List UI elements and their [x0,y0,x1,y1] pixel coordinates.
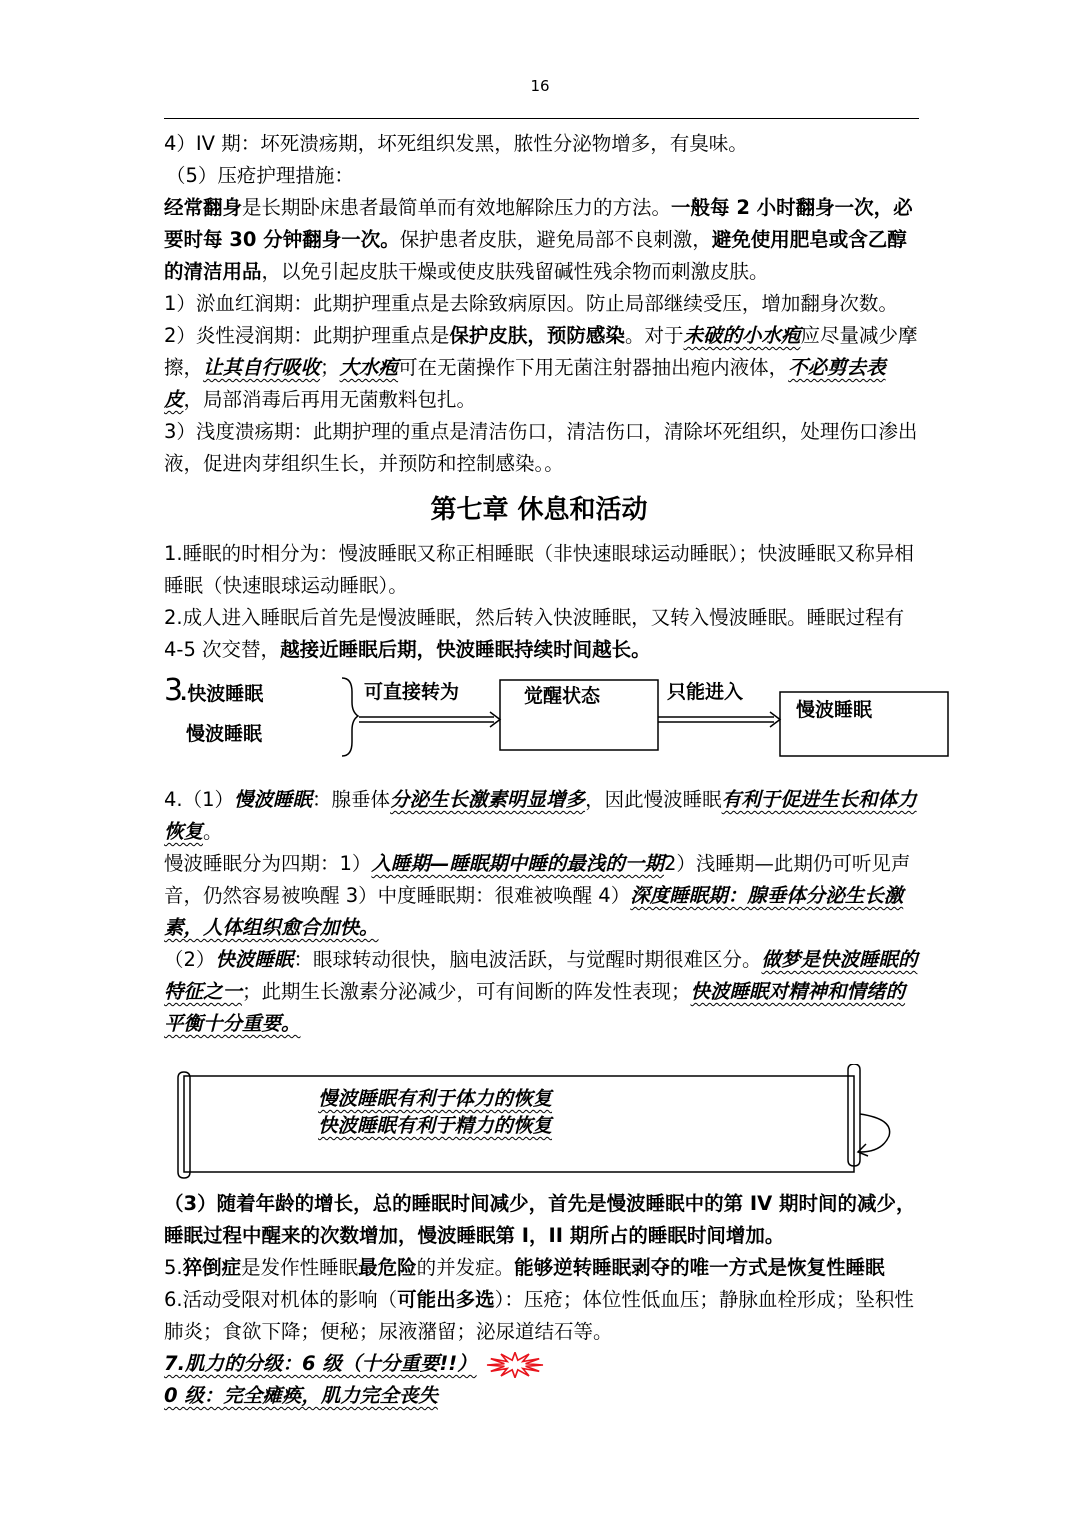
text: ）：压疮；体位性低血压；静脉血栓形成；坠积性肺炎；食欲下降；便秘；尿液潴留；泌尿道结石等。 [164,1288,914,1343]
header-rule [164,118,919,119]
text-bold: 保护皮肤，预防感染 [449,324,625,347]
paragraph-age-sleep [164,1188,924,1252]
paragraph-sleep-phases: 1.睡眠的时相分为：慢波睡眠又称正相睡眠（非快速眼球运动睡眠）；快波睡眠又称异相睡眠（快速眼球运动睡眠）。 [164,542,914,597]
paragraph-stage-2 [164,320,924,416]
text: ：眼球转动很快，脑电波活跃，与觉醒时期很难区分。 [293,948,762,971]
text-emphasis: 分泌生长激素明显增多 [390,788,586,811]
text: ：腺垂体 [312,788,391,811]
text: 慢波睡眠分为四期：1） [164,852,372,875]
text-emphasis: 不必剪去表皮 [164,356,886,411]
text-bold: 可能出多选 [397,1288,495,1311]
text: 。 [203,820,223,843]
paragraph-immobility [164,1284,924,1348]
text: 应尽量减少摩擦， [164,324,918,379]
text-emphasis: 慢波睡眠 [234,788,313,811]
paragraph-stage-3: 3）浅度溃疡期：此期护理的重点是清洁伤口，清洁伤口，清除坏死组织，处理伤口渗出液，促进肉芽组织生长，并预防和控制感染。。 [164,420,918,475]
sleep-transition-diagram [164,672,924,784]
text-bold: 能够逆转睡眠剥夺的唯一方式是恢复性睡眠 [514,1256,885,1279]
scroll-line-1: 慢波睡眠有利于体力的恢复 [318,1087,553,1110]
text: 6.活动受限对机体的影响（ [164,1288,398,1311]
text-emphasis: 快波睡眠 [215,948,294,971]
starburst-icon [485,1352,545,1378]
diagram-arrow2-label: 只能进入 [667,681,744,703]
text: 2）浅睡期—此期仍可听见声音，仍然容易被唤醒 3）中度睡眠期：很难被唤醒 4） [164,852,911,907]
text: 2.成人进入睡眠后首先是慢波睡眠，然后转入快波睡眠，又转入慢波睡眠。睡眠过程有 4-5 次交替， [164,606,905,661]
text: 是长期卧床患者最简单而有效地解除压力的方法。 [242,196,672,219]
chapter-title: 第七章 休息和活动 [430,495,648,525]
text: 可在无菌操作下用无菌注射器抽出疱内液体， [398,356,789,379]
text-emphasis: 大水疱 [339,356,399,379]
text-bold: 避免使用肥皂或含乙醇的清洁用品 [164,228,907,283]
paragraph-sleep-cycle [164,602,924,666]
page-number: 16 [530,77,550,95]
text: 是发作性睡眠 [241,1256,359,1279]
paragraph-stage-iv: 4）IV 期：坏死溃疡期，坏死组织发黑，脓性分泌物增多，有臭味。 [164,132,748,155]
text-bold: 越接近睡眠后期，快波睡眠持续时间越长。 [280,638,651,661]
scroll-line-2: 快波睡眠有利于精力的恢复 [318,1114,553,1137]
text-emphasis: 0 级：完全瘫痪，肌力完全丧失 [164,1384,438,1407]
text: （2） [164,948,216,971]
text: ； [320,356,340,379]
paragraph-slow-wave [164,784,924,848]
text: ；此期生长激素分泌减少，可有间断的阵发性表现； [242,980,691,1003]
text: 的并发症。 [416,1256,515,1279]
text: 2）炎性浸润期：此期护理重点是 [164,324,450,347]
paragraph-turning [164,192,924,288]
paragraph-muscle-grade [164,1348,924,1380]
paragraph-stage-1: 1）淤血红润期：此期护理重点是去除致病原因。防止局部继续受压，增加翻身次数。 [164,292,898,315]
paragraph-fast-wave [164,944,924,1040]
text: 4.（1） [164,788,235,811]
text: ，因此慢波睡眠 [585,788,722,811]
text-bold: 最危险 [358,1256,417,1279]
text-emphasis: 做梦是快波睡眠的特征之一 [164,948,918,1003]
paragraph-cataplexy [164,1252,924,1284]
text: 保护患者皮肤，避免局部不良刺激， [399,228,712,251]
diagram-left-top: .快波睡眠 [180,683,264,705]
text-emphasis: 让其自行吸收 [203,356,321,379]
text-emphasis: 未破的小水疱 [683,324,801,347]
document-body [164,128,924,1412]
text-emphasis: 7.肌力的分级：6 级（十分重要!!） [164,1352,477,1375]
text-emphasis: 快波睡眠对精神和情绪的平衡十分重要。 [164,980,906,1035]
text-emphasis: 有利于促进生长和体力恢复 [164,788,917,843]
paragraph-heading-nursing: （5）压疮护理措施： [166,164,354,187]
text-emphasis: 入睡期—睡眠期中睡的最浅的一期 [371,852,664,875]
diagram-left-bottom: 慢波睡眠 [186,723,263,745]
text: 。对于 [624,324,684,347]
text: ，局部消毒后再用无菌敷料包扎。 [183,388,477,411]
paragraph-slow-wave-stages [164,848,924,944]
diagram-box1-label: 觉醒状态 [524,685,601,707]
diagram-arrow1-label: 可直接转为 [364,681,460,703]
text-bold: 一般每 2 小时翻身一次，必要时每 30 分钟翻身一次。 [164,196,913,251]
diagram-box2-label: 慢波睡眠 [796,699,873,721]
text-emphasis: 深度睡眠期：腺垂体分泌生长激素，人体组织愈合加快。 [164,884,904,939]
text-bold: 猝倒症 [182,1256,242,1279]
text-turning-bold: 经常翻身 [164,196,243,219]
text: ，以免引起皮肤干燥或使皮肤残留碱性残余物而刺激皮肤。 [261,260,769,283]
paragraph-grade-0 [164,1380,924,1412]
scroll-banner [164,1064,924,1184]
text: 5. [164,1256,183,1279]
text-bold: （3）随着年龄的增长，总的睡眠时间减少，首先是慢波睡眠中的第 IV 期时间的减少，睡眠过程中醒来的次数增加，慢波睡眠第 I，II 期所占的睡眠时间增加。 [164,1192,916,1247]
diagram-number: 3 [164,673,184,708]
